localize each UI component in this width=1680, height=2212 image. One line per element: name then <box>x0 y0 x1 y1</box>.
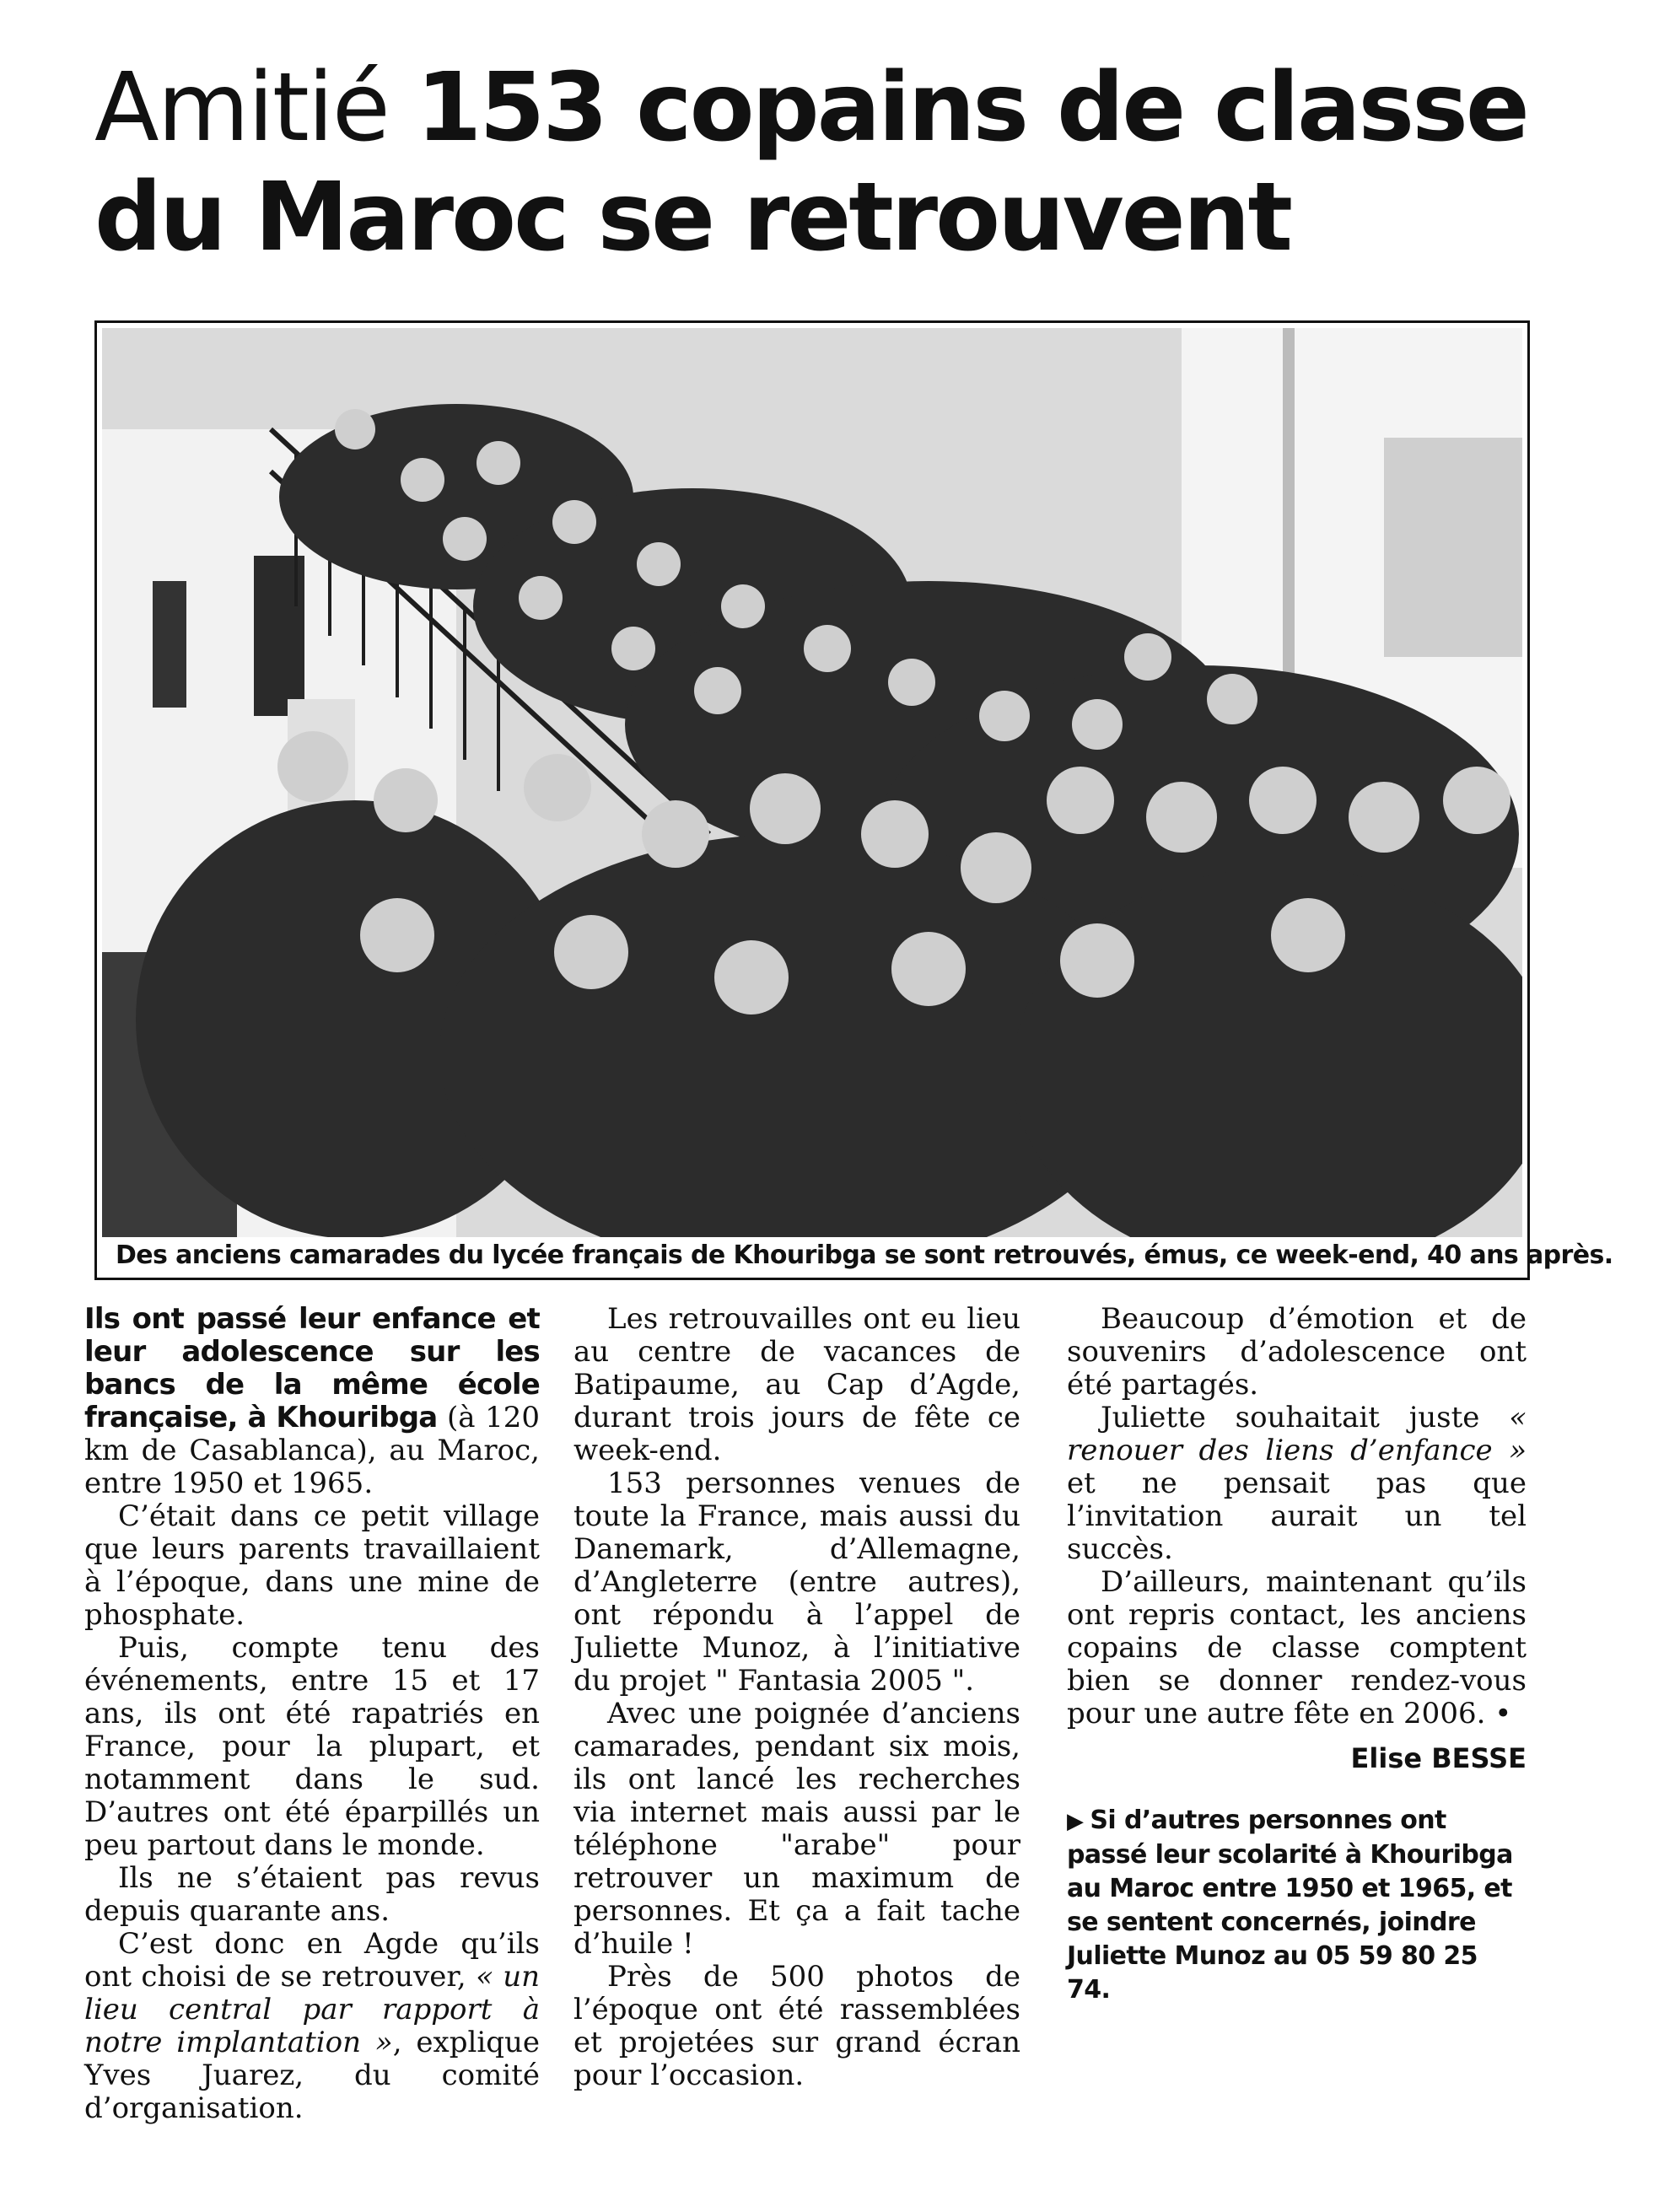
article-lead-paragraph <box>84 1303 540 1500</box>
article-column-2 <box>573 1303 1020 2092</box>
article-column-3 <box>1067 1303 1527 2007</box>
article-lead: Ils ont passé leur enfance et leur adolescence sur les bancs de la même école française, à Khouribga <box>84 1302 540 1434</box>
article-paragraph: Ils ne s’étaient pas revus depuis quarante ans. <box>84 1861 540 1928</box>
article-paragraph: 153 personnes venues de toute la France, mais aussi du Danemark, d’Allemagne, d’Angleterre (entre autres), ont répondu à l’appel de Juliette Munoz, à l’initiative du projet " Fantasia 2005 ". <box>573 1467 1020 1698</box>
article-text: Juliette souhaitait juste <box>1101 1401 1510 1434</box>
group-photo-image <box>102 328 1522 1237</box>
article-quote: « renouer des liens d’enfance » <box>1067 1401 1527 1467</box>
headline <box>94 53 1579 272</box>
article-paragraph-quote <box>1067 1402 1527 1566</box>
article-column-1 <box>84 1303 540 2125</box>
headline-line-2: du Maroc se retrouvent <box>94 163 1290 272</box>
arrow-icon: ▶ <box>1067 1809 1084 1834</box>
article-paragraph-quote <box>84 1928 540 2125</box>
photo-frame <box>94 320 1613 1280</box>
article-text: et ne pensait pas que l’invitation aurait un tel succès. <box>1067 1467 1527 1566</box>
article-paragraph: Beaucoup d’émotion et de souvenirs d’adolescence ont été partagés. <box>1067 1302 1527 1402</box>
group-photo <box>102 328 1522 1237</box>
headline-line-1: 153 copains de classe <box>416 53 1527 163</box>
article-paragraph: Puis, compte tenu des événements, entre 15 et 17 ans, ils ont été rapatriés en France, pour la plupart, et notamment dans le sud. D’autres ont été éparpillés un peu partout dans le monde. <box>84 1631 540 1862</box>
article-paragraph: D’ailleurs, maintenant qu’ils ont repris contact, les anciens copains de classe comptent bien se donner rendez-vous pour une autre fête en 2006. • <box>1067 1565 1527 1730</box>
article-quote: « un lieu central par rapport à notre implantation » <box>84 1960 540 2059</box>
article-text: C’est donc en Agde qu’ils ont choisi de se retrouver, <box>84 1927 540 1994</box>
article-paragraph: Avec une poignée d’anciens camarades, pendant six mois, ils ont lancé les recherches via internet mais aussi par le téléphone "arabe" pour retrouver un maximum de personnes. Et ça a fait tache d’huile ! <box>573 1697 1020 1961</box>
article-paragraph: C’était dans ce petit village que leurs parents travaillaient à l’époque, dans une mine de phosphate. <box>84 1499 540 1632</box>
article-paragraph: Les retrouvailles ont eu lieu au centre de vacances de Batipaume, au Cap d’Agde, durant trois jours de fête ce week-end. <box>573 1302 1020 1467</box>
author-byline: Elise BESSE <box>1350 1742 1527 1774</box>
photo-caption: Des anciens camarades du lycée français de Khouribga se sont retrouvés, émus, ce week-end, 40 ans après. <box>116 1241 1613 1270</box>
contact-note <box>1067 1804 1527 2007</box>
headline-kicker: Amitié <box>94 53 389 163</box>
article-paragraph: Près de 500 photos de l’époque ont été rassemblées et projetées sur grand écran pour l’occasion. <box>573 1960 1020 2092</box>
contact-note-text: Si d’autres personnes ont passé leur scolarité à Khouribga au Maroc entre 1950 et 1965, et se sentent concernés, joindre Juliette Munoz au 05 59 80 25 74. <box>1067 1806 1513 2005</box>
article-text: , explique Yves Juarez, du comité d’organisation. <box>84 2026 540 2125</box>
article-lead-rest: (à 120 km de Casablanca), au Maroc, entre 1950 et 1965. <box>84 1401 540 1500</box>
